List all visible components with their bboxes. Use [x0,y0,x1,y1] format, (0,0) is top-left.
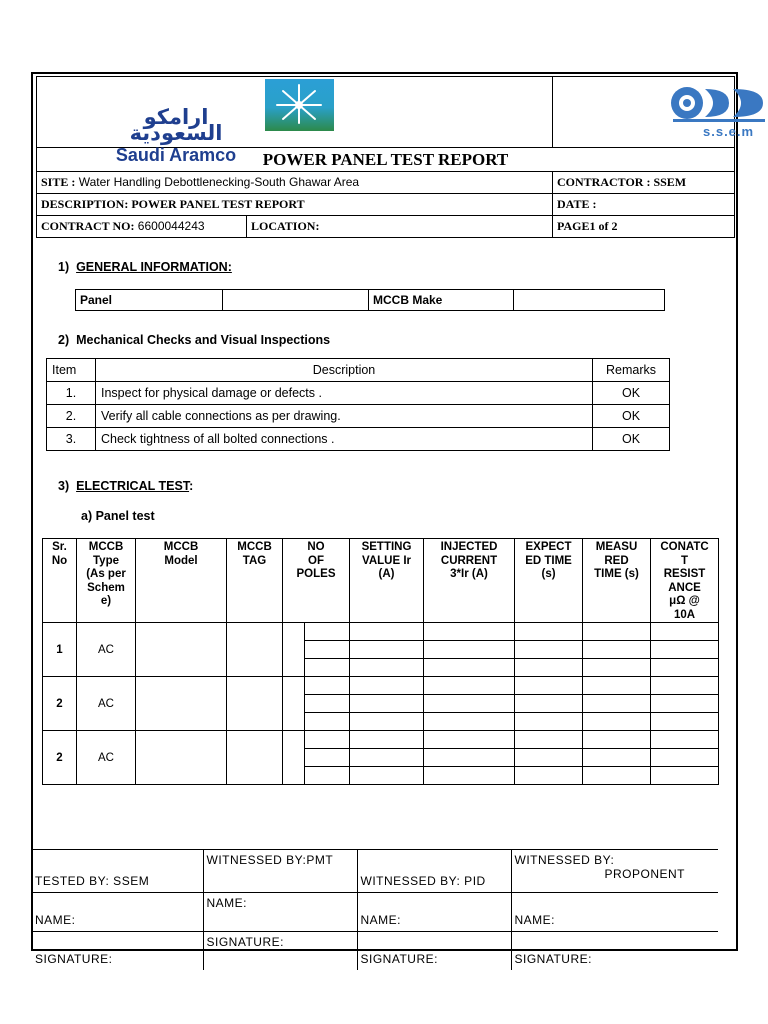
mccb-model-cell [136,677,227,731]
site-cell [37,172,553,194]
signature-block [32,849,718,970]
panel-value [223,290,369,311]
section-title: Mechanical Checks and Visual Inspections [76,333,331,347]
panel-label: Panel [76,290,223,311]
contract-cell [37,216,247,238]
mccb-tag-cell [227,731,283,785]
column-header-no-of-poles: NO OF POLES [283,539,350,623]
report-header [36,76,755,238]
item-number: 1. [47,382,96,405]
table-row [47,382,670,405]
column-header-mccb-model: MCCB Model [136,539,227,623]
section-colon: : [189,479,194,493]
section-title: ELECTRICAL TEST [76,479,190,493]
panel-test-table [42,538,719,785]
mechanical-checks-table [46,358,670,451]
column-header-expected-time: EXPECT ED TIME (s) [515,539,583,623]
table-row [47,428,670,451]
signature-field: SIGNATURE: [203,932,357,971]
contract-value: 6600044243 [137,219,205,233]
section-number: 2) [58,333,70,347]
section-mechanical-heading [58,333,330,347]
date-field: DATE : [553,194,735,216]
item-description: Verify all cable connections as per drawing. [96,405,593,428]
witnessed-by-label: WITNESSED BY: [514,853,615,867]
sr-number: 1 [43,623,77,677]
sr-number: 2 [43,677,77,731]
aramco-star-icon [265,79,334,131]
column-header-mccb-tag: MCCB TAG [227,539,283,623]
tested-by-label: TESTED BY: SSEM [32,850,203,893]
aramco-logo-text [101,105,251,165]
section-electrical-heading [58,479,193,493]
section-number: 1) [58,260,70,274]
column-header-setting-value: SETTING VALUE Ir (A) [350,539,424,623]
mccb-make-value [514,290,665,311]
name-field: NAME: [357,893,511,932]
column-header-description: Description [96,359,593,382]
proponent-label: PROPONENT [604,867,686,881]
column-header-remarks: Remarks [593,359,670,382]
item-description: Inspect for physical damage or defects . [96,382,593,405]
mccb-type: AC [77,731,136,785]
ssem-logo-cell [553,77,755,148]
mccb-model-cell [136,623,227,677]
item-description: Check tightness of all bolted connections . [96,428,593,451]
item-number: 2. [47,405,96,428]
general-info-table [75,289,665,311]
panel-test-subheading: a) Panel test [81,509,155,523]
name-field: NAME: [511,893,718,932]
section-general-heading [58,260,232,274]
signature-field: SIGNATURE: [511,932,718,971]
item-number: 3. [47,428,96,451]
item-remark: OK [593,428,670,451]
section-number: 3) [58,479,70,493]
mccb-type: AC [77,623,136,677]
contract-label: CONTRACT NO: [41,219,135,233]
poles-cell [283,731,305,785]
witnessed-pid-label: WITNESSED BY: PID [357,850,511,893]
column-header-measured-time: MEASU RED TIME (s) [583,539,651,623]
column-header-mccb-type: MCCB Type (As per Schem e) [77,539,136,623]
column-header-contact-resistance: CONATC T RESIST ANCE μΩ @ 10A [651,539,719,623]
mccb-tag-cell [227,623,283,677]
mccb-make-label: MCCB Make [369,290,514,311]
aramco-arabic-name: ارامكو السعودية [129,105,223,145]
site-label: SITE : [41,175,76,189]
mccb-tag-cell [227,677,283,731]
table-row [43,677,719,695]
site-value: Water Handling Debottlenecking-South Ghawar Area [78,175,360,189]
poles-cell [283,677,305,731]
mccb-model-cell [136,731,227,785]
item-remark: OK [593,382,670,405]
table-row [43,731,719,749]
poles-cell [283,623,305,677]
contractor-field: CONTRACTOR : SSEM [553,172,735,194]
table-header-row [47,359,670,382]
location-field: LOCATION: [247,216,553,238]
signature-field: SIGNATURE: [32,932,203,971]
column-header-item: Item [47,359,96,382]
sr-number: 2 [43,731,77,785]
name-field: NAME: [32,893,203,932]
table-row [43,623,719,641]
mccb-type: AC [77,677,136,731]
item-remark: OK [593,405,670,428]
name-field: NAME: [203,893,357,932]
table-row [47,405,670,428]
report-title: POWER PANEL TEST REPORT [37,148,735,172]
description-field: DESCRIPTION: POWER PANEL TEST REPORT [37,194,553,216]
section-title: GENERAL INFORMATION: [76,260,232,274]
column-header-injected-current: INJECTED CURRENT 3*Ir (A) [424,539,515,623]
aramco-name: Saudi Aramco [115,145,237,165]
table-header-row [43,539,719,623]
signature-field: SIGNATURE: [357,932,511,971]
page-indicator: PAGE1 of 2 [553,216,735,238]
witnessed-proponent-cell [511,850,718,893]
witnessed-pmt-label: WITNESSED BY:PMT [203,850,357,893]
ssem-logo-text: s.s.e.m [703,124,755,139]
column-header-sr-no: Sr. No [43,539,77,623]
